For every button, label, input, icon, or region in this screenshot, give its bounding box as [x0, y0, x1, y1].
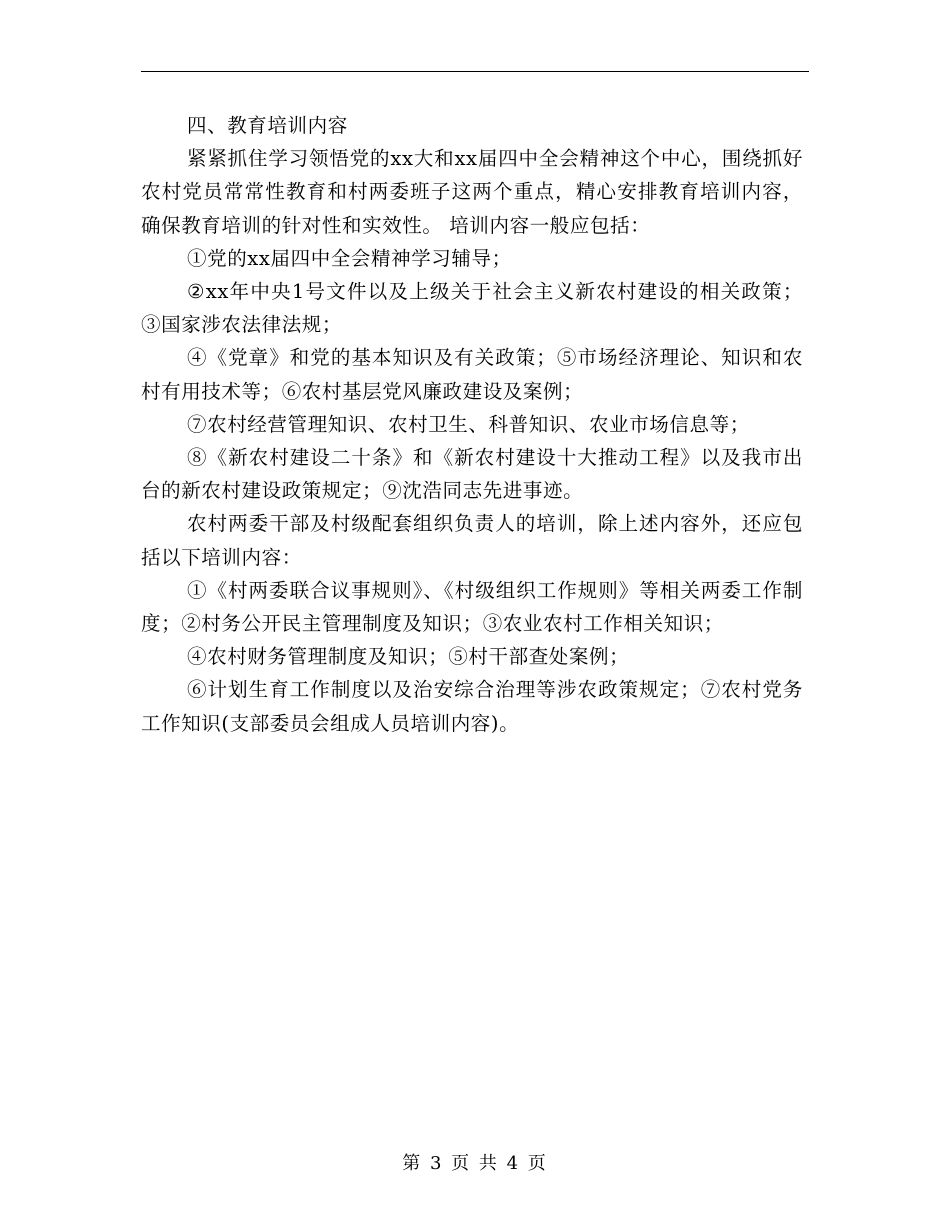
- header-rule: [141, 71, 809, 72]
- page-number-footer: [0, 1152, 950, 1176]
- list-item: ⑥计划生育工作制度以及治安综合治理等涉农政策规定；⑦农村党务工作知识(支部委员会组成人员培训内容)。: [141, 678, 803, 735]
- section-heading: 四、教育培训内容: [187, 114, 348, 137]
- list-item: ①党的xx届四中全会精神学习辅导；: [187, 246, 512, 270]
- page-number-label: 第 3 页 共 4 页: [402, 1153, 548, 1174]
- list-item: ②xx年中央1号文件以及上级关于社会主义新农村建设的相关政策；③国家涉农法律法规；: [141, 280, 803, 337]
- document-body: [141, 109, 803, 740]
- list-item: ⑧《新农村建设二十条》和《新农村建设十大推动工程》以及我市出台的新农村建设政策规定；⑨沈浩同志先进事迹。: [141, 446, 803, 503]
- list-item: ④农村财务管理制度及知识；⑤村干部查处案例；: [187, 645, 630, 669]
- paragraph-intro: 紧紧抓住学习领悟党的xx大和xx届四中全会精神这个中心，围绕抓好农村党员常常性教育和村两委班子这两个重点，精心安排教育培训内容，确保教育培训的针对性和实效性。 培训内容一般应包括：: [141, 147, 803, 237]
- list-item: ④《党章》和党的基本知识及有关政策；⑤市场经济理论、知识和农村有用技术等；⑥农村基层党风廉政建设及案例；: [141, 346, 803, 403]
- list-item: ①《村两委联合议事规则》、《村级组织工作规则》等相关两委工作制度；②村务公开民主管理制度及知识；③农业农村工作相关知识；: [141, 578, 803, 636]
- paragraph-cadres: 农村两委干部及村级配套组织负责人的培训，除上述内容外，还应包括以下培训内容：: [141, 512, 803, 569]
- list-item: ⑦农村经营管理知识、农村卫生、科普知识、农业市场信息等；: [187, 412, 750, 436]
